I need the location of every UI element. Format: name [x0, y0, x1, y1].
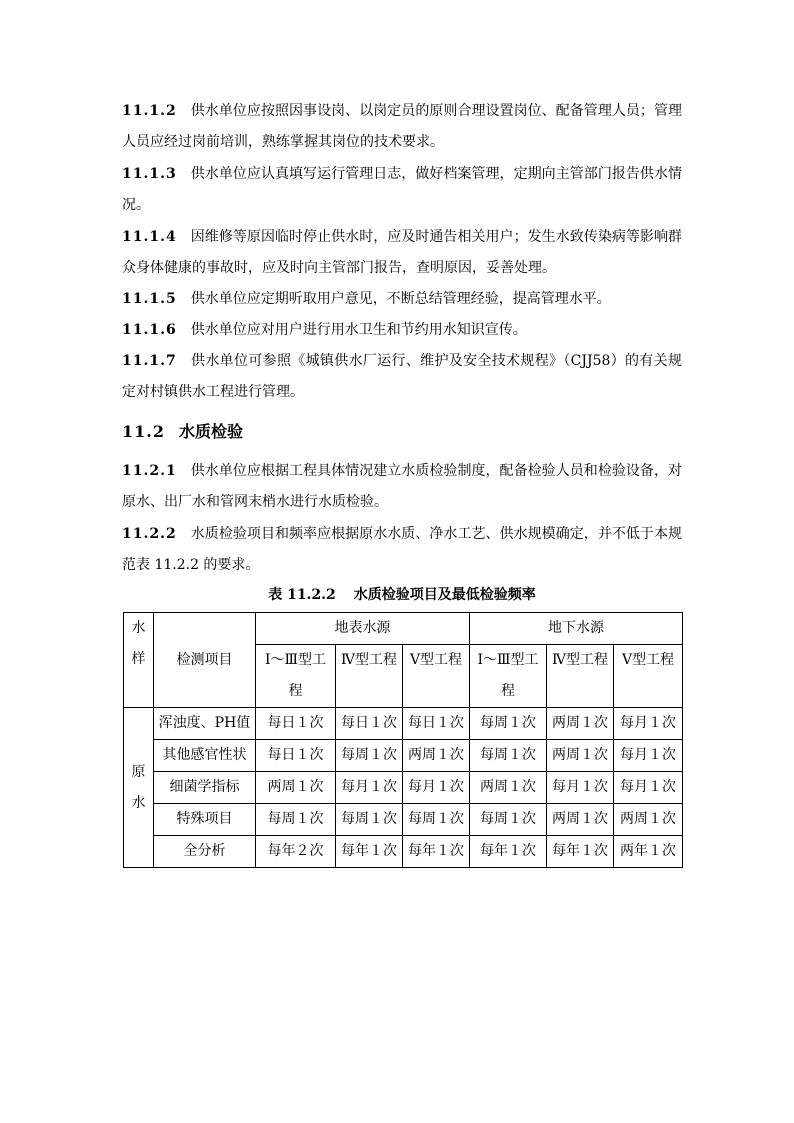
table-cell: 每年１次 [336, 836, 403, 868]
table-cell: 每月１次 [614, 740, 683, 772]
row-item: 浑浊度、PH值 [154, 708, 256, 740]
clause-number: 11.1.3 [122, 166, 177, 182]
table-cell: 两年１次 [614, 836, 683, 868]
clause-11-1-4 [122, 222, 682, 284]
row-item: 特殊项目 [154, 804, 256, 836]
table-cell: 每月１次 [403, 772, 470, 804]
subheader-cell: Ⅴ型工程 [614, 645, 683, 708]
table-number: 表 11.2.2 [268, 587, 336, 603]
table-cell: 每年１次 [403, 836, 470, 868]
clause-text: 供水单位应根据工程具体情况建立水质检验制度，配备检验人员和检验设备，对原水、出厂水和管网末梢水进行水质检验。 [122, 463, 682, 510]
subheader-cell: Ⅴ型工程 [403, 645, 470, 708]
table-row [124, 772, 683, 804]
clause-11-1-6 [122, 315, 682, 346]
clause-number: 11.2.2 [122, 526, 177, 542]
table-cell: 两周１次 [547, 804, 614, 836]
clause-text: 供水单位应认真填写运行管理日志，做好档案管理，定期向主管部门报告供水情况。 [122, 166, 682, 213]
section-title: 水质检验 [178, 422, 243, 441]
table-cell: 两周１次 [547, 708, 614, 740]
section-heading [122, 418, 243, 446]
section-number: 11.2 [122, 422, 165, 441]
table-cell: 两周１次 [547, 740, 614, 772]
table-cell: 两周１次 [470, 772, 547, 804]
table-cell: 每年１次 [547, 836, 614, 868]
table-header-row [124, 613, 683, 645]
clause-11-1-7 [122, 346, 682, 408]
header-surface-source: 地表水源 [256, 613, 470, 645]
clause-text: 因维修等原因临时停止供水时，应及时通告相关用户；发生水致传染病等影响群众身体健康的事故时，应及时向主管部门报告，查明原因，妥善处理。 [122, 229, 682, 276]
clause-text: 供水单位应按照因事设岗、以岗定员的原则合理设置岗位、配备管理人员；管理人员应经过岗前培训，熟练掌握其岗位的技术要求。 [122, 103, 682, 150]
clause-text: 水质检验项目和频率应根据原水水质、净水工艺、供水规模确定，并不低于本规范表 11.2.2 的要求。 [122, 526, 682, 573]
subheader-cell: Ⅰ～Ⅲ型工程 [470, 645, 547, 708]
table-caption [122, 583, 682, 607]
clause-number: 11.1.7 [122, 353, 177, 369]
header-item: 检测项目 [154, 613, 256, 708]
row-item: 其他感官性状 [154, 740, 256, 772]
table-row [124, 804, 683, 836]
table-cell: 每日１次 [256, 740, 336, 772]
clause-11-2-1 [122, 456, 682, 518]
clause-number: 11.1.2 [122, 103, 177, 119]
table-title: 水质检验项目及最低检验频率 [353, 587, 536, 603]
subheader-cell: Ⅳ型工程 [336, 645, 403, 708]
table-cell: 每周１次 [256, 804, 336, 836]
table-cell: 两周１次 [614, 804, 683, 836]
subheader-cell: Ⅰ～Ⅲ型工程 [256, 645, 336, 708]
table-cell: 每年１次 [470, 836, 547, 868]
clause-text: 供水单位可参照《城镇供水厂运行、维护及安全技术规程》（CJJ58）的有关规定对村镇供水工程进行管理。 [122, 353, 682, 400]
clause-11-1-5 [122, 284, 682, 315]
clause-number: 11.1.4 [122, 229, 177, 245]
table-cell: 每周１次 [336, 740, 403, 772]
table-cell: 每年２次 [256, 836, 336, 868]
table-cell: 每周１次 [470, 740, 547, 772]
table-row [124, 740, 683, 772]
clause-11-1-2 [122, 96, 682, 158]
table-cell: 每日１次 [256, 708, 336, 740]
header-sample: 水样 [124, 613, 154, 708]
clause-number: 11.1.5 [122, 291, 177, 307]
clause-number: 11.2.1 [122, 463, 177, 479]
table-cell: 每周１次 [403, 804, 470, 836]
table-cell: 每日１次 [336, 708, 403, 740]
table-row [124, 708, 683, 740]
table-cell: 每周１次 [470, 708, 547, 740]
clause-11-1-3 [122, 159, 682, 221]
clause-text: 供水单位应对用户进行用水卫生和节约用水知识宣传。 [190, 322, 527, 338]
sample-raw-water: 原水 [124, 708, 154, 868]
table-cell: 两周１次 [403, 740, 470, 772]
table-cell: 每月１次 [614, 708, 683, 740]
header-ground-source: 地下水源 [470, 613, 683, 645]
table-cell: 每周１次 [470, 804, 547, 836]
table-cell: 每月１次 [336, 772, 403, 804]
clause-11-2-2 [122, 519, 682, 581]
table-cell: 每周１次 [336, 804, 403, 836]
clause-number: 11.1.6 [122, 322, 177, 338]
clause-text: 供水单位应定期听取用户意见，不断总结管理经验，提高管理水平。 [190, 291, 611, 307]
table-cell: 每月１次 [614, 772, 683, 804]
table-cell: 每日１次 [403, 708, 470, 740]
row-item: 全分析 [154, 836, 256, 868]
subheader-cell: Ⅳ型工程 [547, 645, 614, 708]
table-cell: 每月１次 [547, 772, 614, 804]
table-row [124, 836, 683, 868]
water-quality-table [123, 612, 683, 868]
row-item: 细菌学指标 [154, 772, 256, 804]
table-cell: 两周１次 [256, 772, 336, 804]
